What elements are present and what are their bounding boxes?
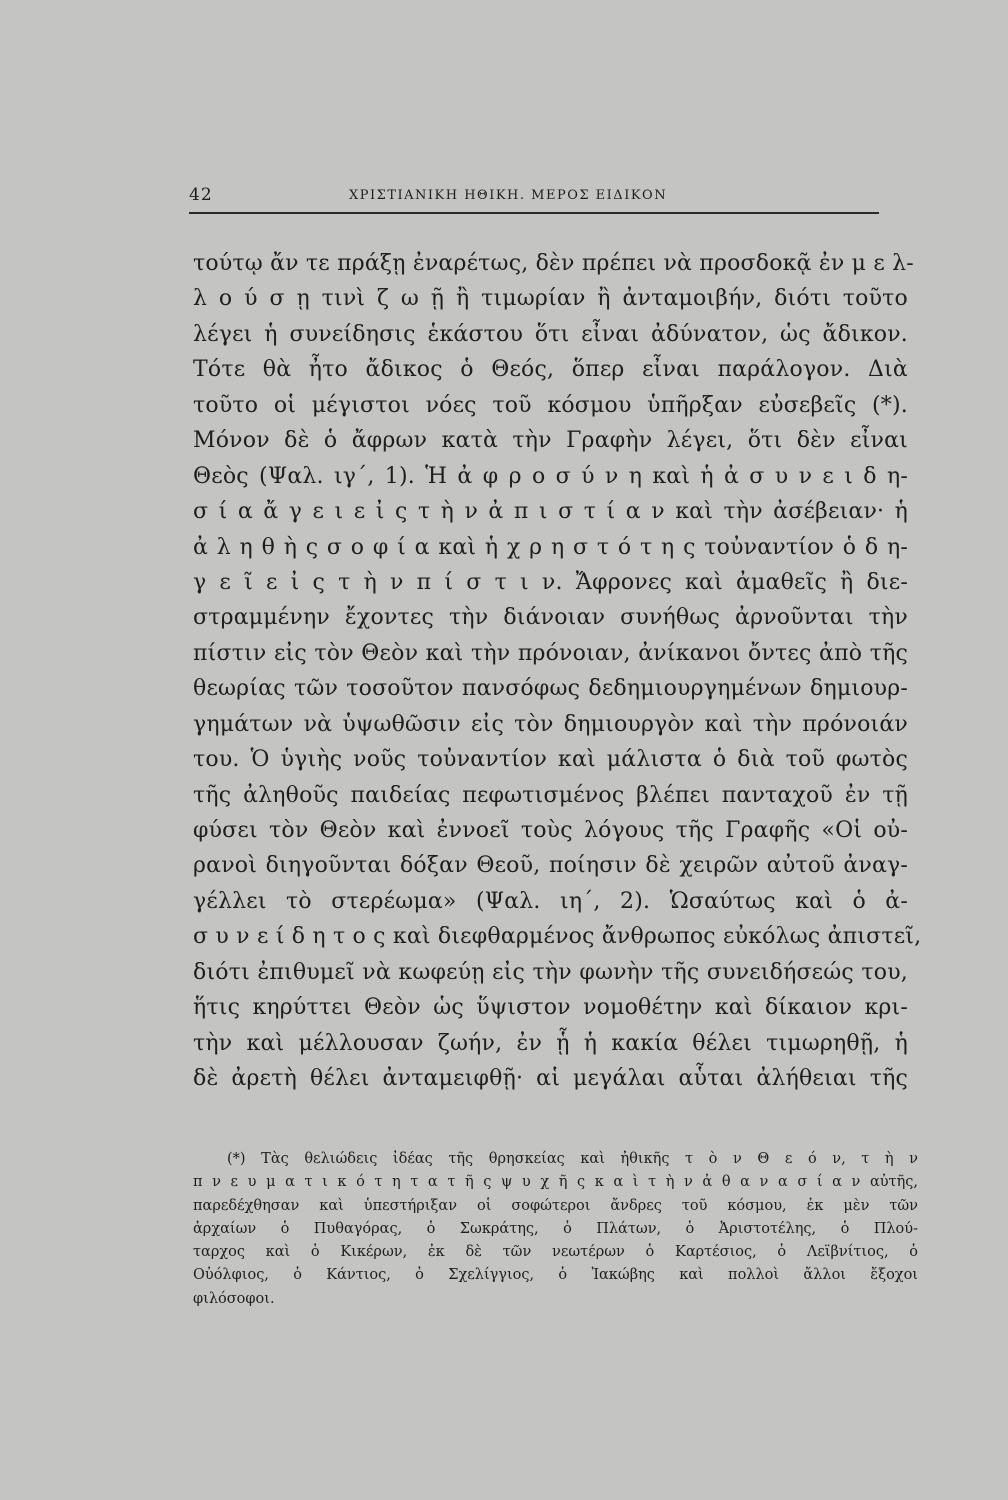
text-line: πίστιν εἰς τὸν Θεὸν καὶ τὴν πρόνοιαν, ἀνίκανοι ὄντες ἀπὸ τῆς <box>193 640 908 666</box>
text-line: ἀ λ η θ ὴ ς σ ο φ ί α καὶ ἡ χ ρ η σ τ ό τ η ς τοὐναντίον ὁ δ η- <box>193 534 908 560</box>
main-text <box>193 246 922 1097</box>
footnote-line: (*) Τὰς θελιώδεις ἰδέας τῆς θρησκείας καὶ ἠθικῆς τ ὸ ν Θ ε ό ν, τ ὴ ν <box>227 1151 918 1167</box>
text-line: Μόνον δὲ ὁ ἄφρων κατὰ τὴν Γραφὴν λέγει, ὅτι δὲν εἶναι <box>193 428 908 454</box>
text-line: διότι ἐπιθυμεῖ νὰ κωφεύῃ εἰς τὴν φωνὴν τῆς συνειδήσεώς του, <box>193 959 908 985</box>
text-line: γημάτων νὰ ὑψωθῶσιν εἰς τὸν δημιουργὸν καὶ τὴν πρόνοιάν <box>193 711 908 737</box>
text-line: στραμμένην ἔχοντες τὴν διάνοιαν συνήθως ἀρνοῦνται τὴν <box>193 605 908 631</box>
text-line: Τότε θὰ ἦτο ἄδικος ὁ Θεός, ὅπερ εἶναι παράλογον. Διὰ <box>193 357 908 383</box>
text-line: ἥτις κηρύττει Θεὸν ὡς ὕψιστον νομοθέτην καὶ δίκαιον κρι- <box>193 995 908 1021</box>
page-number: 42 <box>189 185 213 205</box>
footnote-line: ἀρχαίων ὁ Πυθαγόρας, ὁ Σωκράτης, ὁ Πλάτων, ὁ Ἀριστοτέλης, ὁ Πλού- <box>193 1220 918 1237</box>
text-line: γέλλει τὸ στερέωμα» (Ψαλ. ιη΄, 2). Ὡσαύτως καὶ ὁ ἀ- <box>193 888 908 914</box>
text-line: λέγει ἡ συνείδησις ἑκάστου ὅτι εἶναι ἀδύνατον, ὡς ἄδικον. <box>193 321 908 347</box>
text-line: δὲ ἀρετὴ θέλει ἀνταμειφθῇ· αἱ μεγάλαι αὗται ἀλήθειαι τῆς <box>193 1066 908 1092</box>
text-line: τοῦτο οἱ μέγιστοι νόες τοῦ κόσμου ὑπῆρξαν εὐσεβεῖς (*). <box>193 392 908 418</box>
footnote-line: παρεδέχθησαν καὶ ὑπεστήριξαν οἱ σοφώτεροι ἄνδρες τοῦ κόσμου, ἐκ μὲν τῶν <box>193 1197 918 1214</box>
text-line: θεωρίας τῶν τοσοῦτον πανσόφως δεδημιουργημένων δημιουρ- <box>193 676 908 702</box>
footnote-line: φιλόσοφοι. <box>193 1290 275 1307</box>
footnote-line: π ν ε υ μ α τ ι κ ό τ η τ α τ ῆ ς ψ υ χ ῆ ς κ α ὶ τ ὴ ν ἀ θ α ν α σ ί α ν αὐτῆς, <box>193 1174 918 1191</box>
text-line: σ ί α ἄ γ ε ι ε ἰ ς τ ὴ ν ἀ π ι σ τ ί α ν καὶ τὴν ἀσέβειαν· ἡ <box>193 499 908 525</box>
text-line: γ ε ῖ ε ἰ ς τ ὴ ν π ί σ τ ι ν. Ἄφρονες καὶ ἀμαθεῖς ἢ διε- <box>193 569 908 595</box>
footnote-line: Οὐόλφιος, ὁ Κάντιος, ὁ Σχελίγγιος, ὁ Ἰακώβης καὶ πολλοὶ ἄλλοι ἔξοχοι <box>193 1267 918 1284</box>
text-line: φύσει τὸν Θεὸν καὶ ἐννοεῖ τοὺς λόγους τῆς Γραφῆς «Οἱ οὐ- <box>193 818 908 843</box>
running-title: ΧΡΙΣΤΙΑΝΙΚΗ ΗΘΙΚΗ. ΜΕΡΟΣ ΕΙΔΙΚΟΝ <box>349 188 668 203</box>
text-line: του. Ὁ ὑγιὴς νοῦς τοὐναντίον καὶ μάλιστα ὁ διὰ τοῦ φωτὸς <box>193 747 908 773</box>
text-line: σ υ ν ε ί δ η τ ο ς καὶ διεφθαρμένος ἄνθρωπος εὐκόλως ἀπιστεῖ, <box>193 924 922 950</box>
text-line: λ ο ύ σ ῃ τινὶ ζ ω ῇ ἢ τιμωρίαν ἢ ἀνταμοιβήν, διότι τοῦτο <box>193 286 908 312</box>
text-line: τούτῳ ἄν τε πράξῃ ἐναρέτως, δὲν πρέπει νὰ προσδοκᾷ ἐν μ ε λ- <box>193 251 914 276</box>
footnote <box>193 1148 918 1311</box>
footnote-line: ταρχος καὶ ὁ Κικέρων, ἐκ δὲ τῶν νεωτέρων ὁ Καρτέσιος, ὁ Λεϊβνίτιος, ὁ <box>193 1244 918 1261</box>
page-header <box>189 185 879 215</box>
text-line: τῆς ἀληθοῦς παιδείας πεφωτισμένος βλέπει πανταχοῦ ἐν τῇ <box>193 782 908 808</box>
header-rule <box>189 212 879 214</box>
text-line: τὴν καὶ μέλλουσαν ζωήν, ἐν ᾗ ἡ κακία θέλει τιμωρηθῇ, ἡ <box>193 1030 908 1056</box>
text-line: ρανοὶ διηγοῦνται δόξαν Θεοῦ, ποίησιν δὲ χειρῶν αὐτοῦ ἀναγ- <box>193 853 908 879</box>
text-line: Θεὸς (Ψαλ. ιγ΄, 1). Ἡ ἀ φ ρ ο σ ύ ν η καὶ ἡ ἀ σ υ ν ε ι δ η- <box>193 463 908 489</box>
